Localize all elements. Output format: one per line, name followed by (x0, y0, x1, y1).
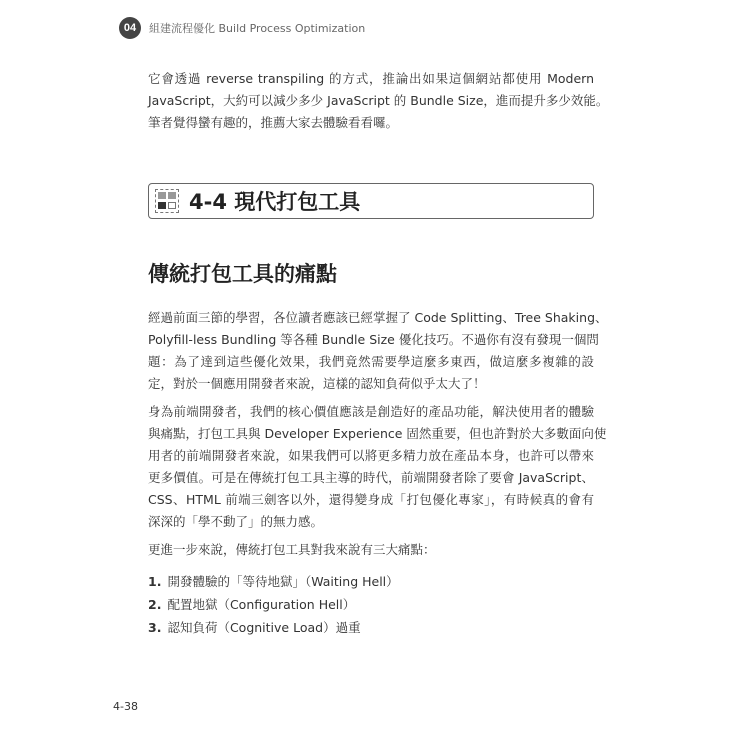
text-line: Polyfill-less Bundling 等各種 Bundle Size 優化技巧。不過你有沒有發現一個問 (148, 332, 599, 347)
paragraph-3 (148, 539, 594, 561)
text-line: 與痛點，打包工具與 Developer Experience 固然重要，但也許對於大多數面向使 (148, 426, 607, 441)
list-item (148, 570, 399, 593)
text-line: 用者的前端開發者來說，如果我們可以將更多精力放在產品本身，也許可以帶來 (148, 448, 594, 463)
text-line: 定，對於一個應用開發者來說，這樣的認知負荷似乎太大了！ (148, 376, 486, 391)
paragraph-1 (148, 307, 608, 395)
list-number: 2. (148, 597, 162, 612)
text-line: 它會透過 reverse transpiling 的方式，推論出如果這個網站都使用 Modern (148, 71, 594, 86)
list-item (148, 616, 399, 639)
list-number: 1. (148, 574, 162, 589)
list-text: 認知負荷（Cognitive Load）過重 (167, 620, 361, 635)
chapter-title: 組建流程優化 Build Process Optimization (149, 22, 366, 35)
list-text: 配置地獄（Configuration Hell） (167, 597, 356, 612)
text-line: 更多價值。可是在傳統打包工具主導的時代，前端開發者除了要會 JavaScript、 (148, 470, 594, 485)
section-title-box (148, 183, 594, 219)
chapter-badge: 04 (119, 17, 141, 39)
list-text: 開發體驗的「等待地獄」（Waiting Hell） (167, 574, 399, 589)
paragraph-2 (148, 401, 607, 533)
heading: 傳統打包工具的痛點 (148, 262, 337, 286)
list-number: 3. (148, 620, 162, 635)
pain-points-list (148, 570, 399, 639)
text-line: 深深的「學不動了」的無力感。 (148, 514, 324, 529)
text-line: CSS、HTML 前端三劍客以外，還得變身成「打包優化專家」，有時候真的會有 (148, 492, 594, 507)
paragraph-intro (148, 68, 609, 134)
section-grid-cursor-icon (155, 189, 179, 213)
text-line: 經過前面三節的學習，各位讀者應該已經掌握了 Code Splitting、Tree Shaking、 (148, 310, 608, 325)
list-item (148, 593, 399, 616)
page-number: 4-38 (113, 700, 138, 713)
text-line: 更進一步來說，傳統打包工具對我來說有三大痛點： (148, 542, 436, 557)
text-line: 題：為了達到這些優化效果，我們竟然需要學這麼多東西，做這麼多複雜的設 (148, 354, 594, 369)
text-line: 身為前端開發者，我們的核心價值應該是創造好的產品功能，解決使用者的體驗 (148, 404, 594, 419)
text-line: 筆者覺得蠻有趣的，推薦大家去體驗看看囉。 (148, 115, 399, 130)
section-title: 4-4 現代打包工具 (189, 190, 361, 214)
running-header (119, 17, 365, 39)
text-line: JavaScript，大約可以減少多少 JavaScript 的 Bundle Size，進而提升多少效能。 (148, 93, 609, 108)
